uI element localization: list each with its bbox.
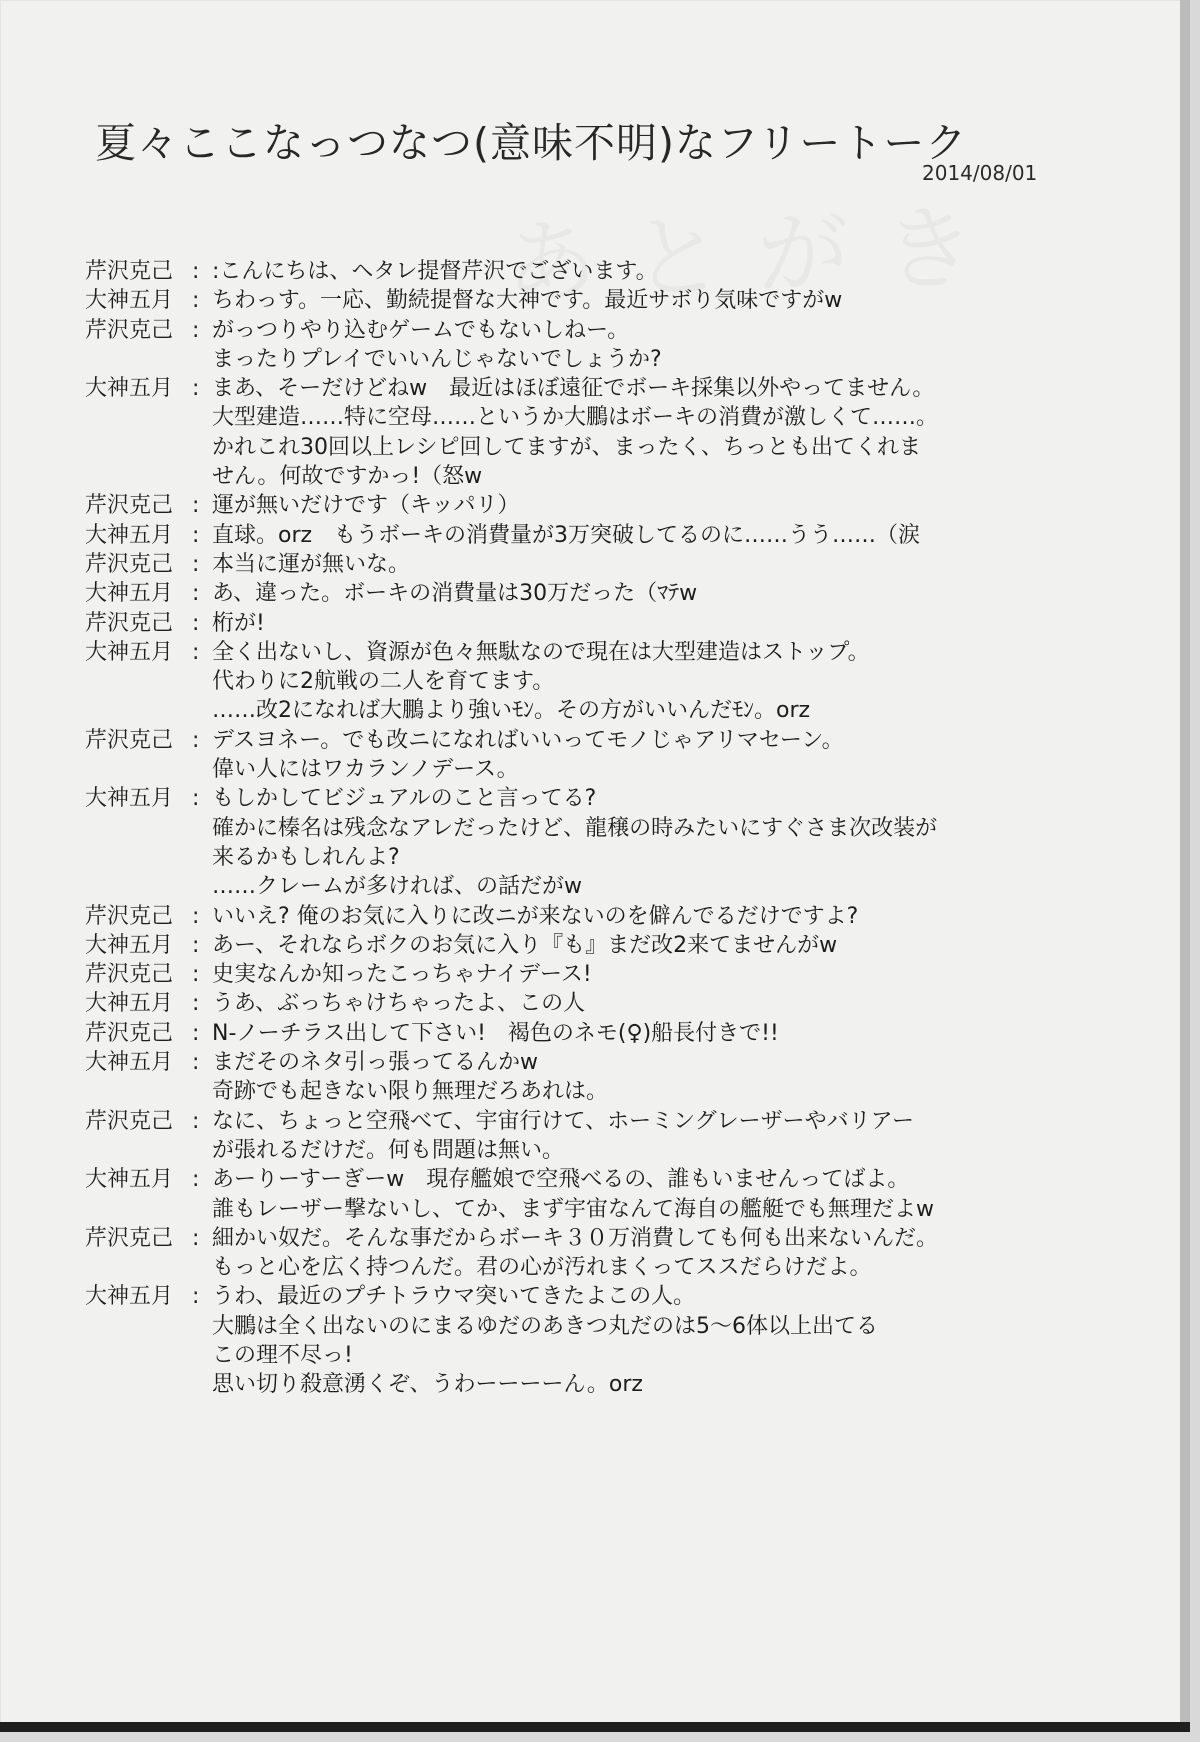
dialogue-line: 思い切り殺意湧くぞ、うわーーーーん。orz — [212, 1372, 643, 1398]
dialogue-line: まあ、そーだけどねw 最近はほぼ遠征でボーキ採集以外やってません。 — [212, 376, 935, 402]
dialogue-line: デスヨネー。でも改ニになればいいってモノじゃアリマセーン。 — [212, 727, 844, 753]
dialogue-entry — [85, 1282, 1095, 1399]
dialogue-line: もっと心を広く持つんだ。君の心が汚れまくってススだらけだよ。 — [212, 1255, 872, 1281]
speaker-colon: : — [192, 903, 200, 929]
speaker-name: 大神五月 — [85, 1284, 174, 1310]
speaker-name: 芹沢克己 — [85, 903, 174, 929]
speaker-name: 大神五月 — [85, 991, 174, 1017]
dialogue-line: いいえ? 俺のお気に入りに改ニが来ないのを僻んでるだけですよ? — [212, 903, 859, 929]
dialogue-lines — [212, 1282, 1095, 1399]
speaker-colon: : — [192, 786, 200, 812]
dialogue-entry — [85, 286, 1095, 315]
dialogue-entry — [85, 1165, 1095, 1224]
dialogue-entry — [85, 960, 1095, 989]
speaker-name: 大神五月 — [85, 786, 174, 812]
dialogue-lines — [212, 609, 1095, 638]
dialogue-lines — [212, 1224, 1095, 1283]
dialogue-lines — [212, 286, 1095, 315]
speaker-colon: : — [192, 1020, 200, 1046]
speaker-colon: : — [192, 1108, 200, 1134]
dialogue-entry — [85, 989, 1095, 1018]
speaker-colon: : — [192, 962, 200, 988]
dialogue-line: 桁が! — [212, 610, 265, 636]
speaker-colon: : — [192, 581, 200, 607]
page-title: 夏々ここなっつなつ(意味不明)なフリートーク — [95, 119, 968, 167]
dialogue-line: 細かい奴だ。そんな事だからボーキ３０万消費しても何も出来ないんだ。 — [212, 1225, 939, 1251]
speaker-name: 大神五月 — [85, 932, 174, 958]
speaker-name: 大神五月 — [85, 639, 174, 665]
page-right-edge — [1180, 0, 1190, 1732]
dialogue-lines — [212, 989, 1095, 1018]
dialogue-line: うあ、ぶっちゃけちゃったよ、この人 — [212, 991, 586, 1017]
dialogue-line: まったりプレイでいいんじゃないでしょうか? — [212, 346, 662, 372]
dialogue-line: 運が無いだけです（キッパリ） — [212, 493, 520, 519]
speaker-name: 大神五月 — [85, 581, 174, 607]
dialogue-line: うわ、最近のプチトラウマ突いてきたよこの人。 — [212, 1284, 696, 1310]
speaker-colon: : — [192, 376, 200, 402]
dialogue-line: かれこれ30回以上レシピ回してますが、まったく、ちっとも出てくれま — [212, 434, 922, 460]
dialogue-lines — [212, 521, 1095, 550]
dialogue-line: この理不尽っ! — [212, 1342, 353, 1368]
dialogue-entry — [85, 1019, 1095, 1048]
dialogue-lines — [212, 550, 1095, 579]
dialogue-lines — [212, 960, 1095, 989]
speaker-colon: : — [192, 493, 200, 519]
speaker-name: 大神五月 — [85, 288, 174, 314]
dialogue-line: が張れるだけだ。何も問題は無い。 — [212, 1137, 565, 1163]
dialogue-entry — [85, 1107, 1095, 1166]
speaker-colon: : — [192, 727, 200, 753]
dialogue-entry — [85, 638, 1095, 726]
dialogue-line: 大鵬は全く出ないのにまるゆだのあきつ丸だのは5〜6体以上出てる — [212, 1313, 878, 1339]
page-bottom-edge — [0, 1722, 1190, 1732]
dialogue-lines — [212, 579, 1095, 608]
dialogue-entry — [85, 1224, 1095, 1283]
dialogue-line: 直球。orz もうボーキの消費量が3万突破してるのに……うう……（涙 — [212, 522, 921, 548]
dialogue-line: 奇跡でも起きない限り無理だろあれは。 — [212, 1079, 609, 1105]
speaker-name: 芹沢克己 — [85, 317, 174, 343]
speaker-colon: : — [192, 288, 200, 314]
dialogue-lines — [212, 638, 1095, 726]
dialogue-lines — [212, 316, 1095, 375]
dialogue-entry — [85, 726, 1095, 785]
dialogue-entry — [85, 491, 1095, 520]
dialogue-entry — [85, 609, 1095, 638]
speaker-colon: : — [192, 1225, 200, 1251]
dialogue-line: もしかしてビジュアルのこと言ってる? — [212, 786, 597, 812]
dialogue-section — [85, 257, 1095, 1400]
dialogue-line: 史実なんか知ったこっちゃナイデース! — [212, 962, 592, 988]
dialogue-line: まだそのネタ引っ張ってるんかw — [212, 1050, 538, 1076]
dialogue-line: あ、違った。ボーキの消費量は30万だった（ﾏﾃw — [212, 581, 698, 607]
dialogue-line: あー、それならボクのお気に入り『も』まだ改2来てませんがw — [212, 932, 838, 958]
dialogue-line: 本当に運が無いな。 — [212, 551, 411, 577]
dialogue-line: 偉い人にはワカランノデース。 — [212, 757, 519, 783]
speaker-name: 大神五月 — [85, 1050, 174, 1076]
speaker-name: 芹沢克己 — [85, 610, 174, 636]
dialogue-entry — [85, 316, 1095, 375]
speaker-colon: : — [192, 932, 200, 958]
date-stamp: 2014/08/01 — [922, 161, 1038, 185]
dialogue-line: 来るかもしれんよ? — [212, 844, 400, 870]
dialogue-line: 全く出ないし、資源が色々無駄なので現在は大型建造はストップ。 — [212, 639, 870, 665]
speaker-colon: : — [192, 610, 200, 636]
speaker-name: 芹沢克己 — [85, 1020, 174, 1046]
dialogue-line: 確かに榛名は残念なアレだったけど、龍穣の時みたいにすぐさま次改装が — [212, 815, 938, 841]
speaker-colon: : — [192, 259, 200, 284]
speaker-colon: : — [192, 991, 200, 1017]
speaker-colon: : — [192, 1167, 200, 1193]
dialogue-lines — [212, 784, 1095, 901]
speaker-name: 芹沢克己 — [85, 1225, 174, 1251]
speaker-colon: : — [192, 522, 200, 548]
dialogue-lines — [212, 1165, 1095, 1224]
speaker-name: 大神五月 — [85, 376, 174, 402]
dialogue-line: :こんにちは、ヘタレ提督芹沢でございます。 — [212, 259, 658, 284]
dialogue-entry — [85, 374, 1095, 491]
speaker-name: 芹沢克己 — [85, 259, 174, 284]
speaker-name: 芹沢克己 — [85, 493, 174, 519]
speaker-colon: : — [192, 551, 200, 577]
dialogue-lines — [212, 491, 1095, 520]
dialogue-line: なに、ちょっと空飛べて、宇宙行けて、ホーミングレーザーやバリアー — [212, 1108, 915, 1134]
dialogue-entry — [85, 257, 1095, 286]
dialogue-lines — [212, 1019, 1095, 1048]
speaker-name: 芹沢克己 — [85, 1108, 174, 1134]
dialogue-entry — [85, 1048, 1095, 1107]
dialogue-line: あーりーすーぎーw 現存艦娘で空飛べるの、誰もいませんってばよ。 — [212, 1167, 910, 1193]
speaker-name: 芹沢克己 — [85, 551, 174, 577]
speaker-colon: : — [192, 1284, 200, 1310]
dialogue-entry — [85, 784, 1095, 901]
dialogue-line: ちわっす。一応、勤続提督な大神です。最近サボり気味ですがw — [212, 288, 843, 314]
dialogue-lines — [212, 931, 1095, 960]
dialogue-line: 大型建造……特に空母……というか大鵬はボーキの消費が激しくて……。 — [212, 405, 939, 431]
dialogue-entry — [85, 521, 1095, 550]
speaker-name: 芹沢克己 — [85, 962, 174, 988]
speaker-colon: : — [192, 639, 200, 665]
speaker-name: 大神五月 — [85, 1167, 174, 1193]
dialogue-line: N-ノーチラス出して下さい! 褐色のネモ(♀)船長付きで!! — [212, 1020, 779, 1046]
dialogue-lines — [212, 1048, 1095, 1107]
dialogue-line: ……クレームが多ければ、の話だがw — [212, 874, 582, 900]
speaker-name: 芹沢克己 — [85, 727, 174, 753]
dialogue-line: せん。何故ですかっ!（怒w — [212, 464, 483, 490]
dialogue-lines — [212, 257, 1095, 286]
dialogue-lines — [212, 726, 1095, 785]
dialogue-entry — [85, 931, 1095, 960]
dialogue-line: ……改2になれば大鵬より強いﾓﾝ。その方がいいんだﾓﾝ。orz — [212, 698, 811, 724]
speaker-colon: : — [192, 317, 200, 343]
dialogue-entry — [85, 902, 1095, 931]
dialogue-lines — [212, 902, 1095, 931]
dialogue-line: 代わりに2航戦の二人を育てます。 — [212, 669, 555, 695]
dialogue-lines — [212, 1107, 1095, 1166]
speaker-name: 大神五月 — [85, 522, 174, 548]
dialogue-line: 誰もレーザー撃ないし、てか、まず宇宙なんて海自の艦艇でも無理だよw — [212, 1196, 934, 1222]
speaker-colon: : — [192, 1050, 200, 1076]
dialogue-lines — [212, 374, 1095, 491]
dialogue-line: がっつりやり込むゲームでもないしねー。 — [212, 317, 630, 343]
dialogue-entry — [85, 550, 1095, 579]
dialogue-entry — [85, 579, 1095, 608]
